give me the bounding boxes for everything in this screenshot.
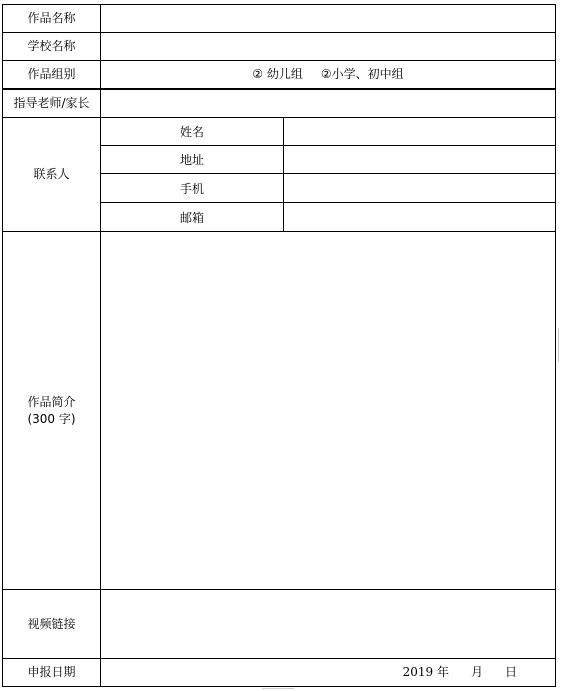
video-link-field[interactable] (101, 590, 555, 658)
contact-email-label: 邮箱 (101, 203, 284, 231)
apply-date-month-unit: 月 (470, 665, 483, 680)
work-group-options (101, 61, 555, 88)
contact-phone-row (101, 174, 555, 203)
apply-date-values (403, 659, 517, 686)
contact-phone-label: 手机 (101, 174, 284, 202)
group-option-primary-middle[interactable] (321, 66, 404, 83)
video-link-label: 视频链接 (3, 590, 101, 658)
row-video-link (2, 589, 556, 659)
contact-name-field[interactable] (283, 118, 555, 145)
apply-date-year: 2019 年 (402, 665, 449, 680)
row-school-name (2, 32, 556, 61)
apply-date-day-unit: 日 (504, 665, 517, 680)
contact-name-label: 姓名 (101, 118, 284, 145)
school-name-label: 学校名称 (3, 33, 101, 60)
group-option-kindergarten-text: 幼儿组 (266, 67, 303, 82)
group-option-primary-middle-text: 小学、初中组 (331, 67, 404, 82)
work-name-label: 作品名称 (3, 5, 101, 32)
contact-phone-field[interactable] (283, 174, 555, 202)
intro-label-note: (300 字) (27, 411, 76, 426)
row-intro (2, 231, 556, 590)
work-group-label: 作品组别 (3, 61, 101, 88)
apply-date-label: 申报日期 (3, 659, 101, 686)
intro-label-cell (3, 232, 101, 589)
group-option-kindergarten[interactable] (252, 66, 303, 83)
contact-name-row (101, 118, 555, 146)
contact-email-field[interactable] (283, 203, 555, 231)
row-work-group (2, 60, 556, 89)
page-bottom-mark (262, 688, 294, 690)
advisor-field[interactable] (101, 90, 555, 117)
circled-two-icon: ② (252, 67, 264, 82)
advisor-label: 指导老师/家长 (3, 90, 101, 117)
contact-address-row (101, 146, 555, 174)
application-form (2, 4, 556, 687)
row-work-name (2, 4, 556, 33)
contact-address-field[interactable] (283, 146, 555, 173)
apply-date-field[interactable] (101, 659, 555, 686)
row-advisor (2, 89, 556, 118)
intro-label: 作品简介 (27, 394, 76, 409)
school-name-field[interactable] (101, 33, 555, 60)
page-edge-mark (558, 328, 561, 362)
contact-email-row (101, 203, 555, 231)
row-apply-date (2, 658, 556, 687)
contact-address-label: 地址 (101, 146, 284, 173)
work-name-field[interactable] (101, 5, 555, 32)
contact-label: 联系人 (3, 118, 101, 231)
row-contact (2, 117, 556, 232)
circled-two-icon: ② (320, 67, 332, 82)
intro-field[interactable] (101, 232, 555, 589)
